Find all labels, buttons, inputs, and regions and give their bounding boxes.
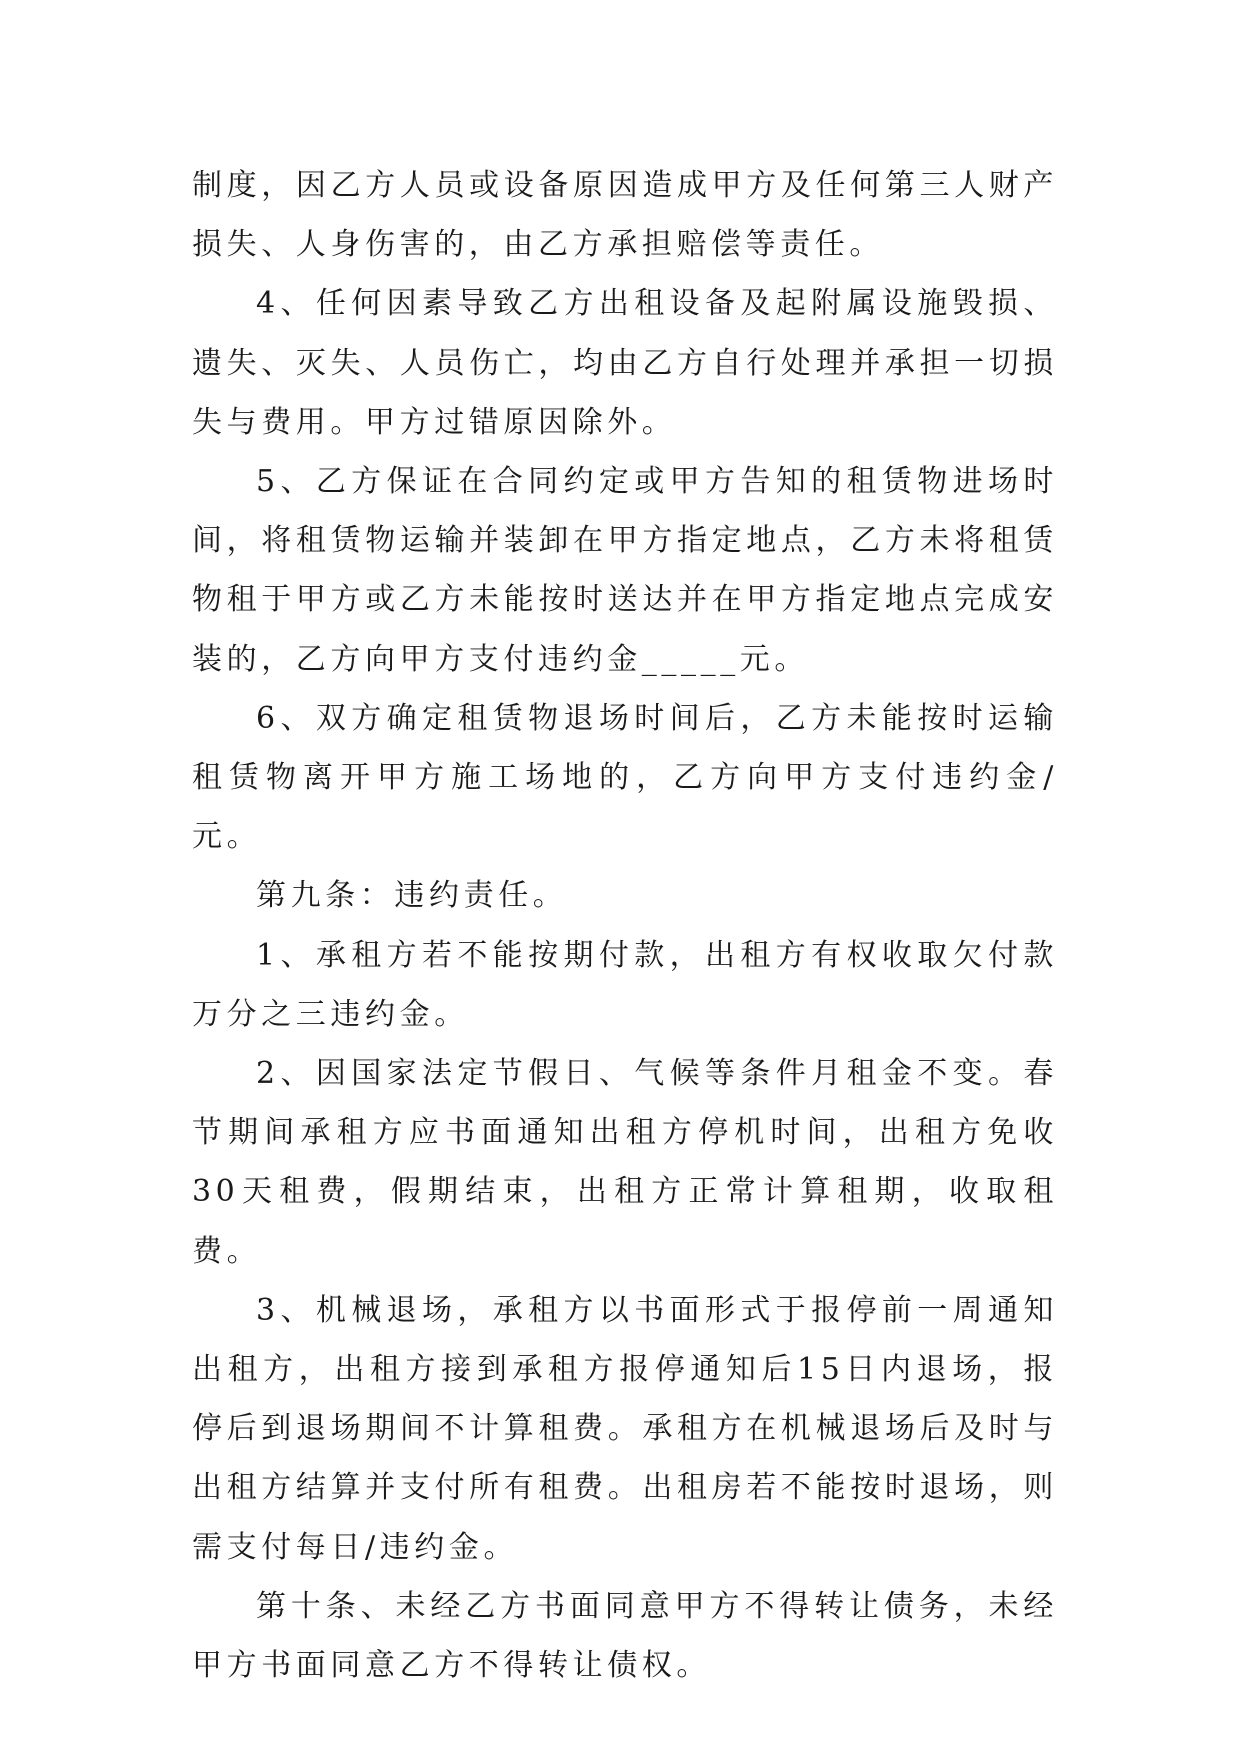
paragraph-continuation: 制度，因乙方人员或设备原因造成甲方及任何第三人财产损失、人身伤害的，由乙方承担赔偿等责任。: [192, 168, 1058, 263]
paragraph-article-10: 第十条、未经乙方书面同意甲方不得转让债务，未经甲方书面同意乙方不得转让债权。: [192, 1588, 1058, 1684]
paragraph-clause-6: 6、双方确定租赁物退场时间后，乙方未能按时运输租赁物离开甲方施工场地的，乙方向甲方支付违约金/元。: [192, 700, 1058, 855]
paragraph-clause-4: 4、任何因素导致乙方出租设备及起附属设施毁损、遗失、灭失、人员伤亡，均由乙方自行处理并承担一切损失与费用。甲方过错原因除外。: [192, 286, 1058, 440]
paragraph-article-9-item-2: 2、因国家法定节假日、气候等条件月租金不变。春节期间承租方应书面通知出租方停机时间，出租方免收30天租费，假期结束，出租方正常计算租期，收取租费。: [192, 1056, 1058, 1269]
document-body: [192, 156, 1058, 1695]
article-9-heading: 第九条：违约责任。: [256, 878, 568, 914]
paragraph-clause-5: 5、乙方保证在合同约定或甲方告知的租赁物进场时间，将租赁物运输并装卸在甲方指定地点，乙方未将租赁物租于甲方或乙方未能按时送达并在甲方指定地点完成安装的，乙方向甲方支付违约金_____元。: [192, 464, 1058, 677]
paragraph-article-9-item-1: 1、承租方若不能按期付款，出租方有权收取欠付款万分之三违约金。: [192, 937, 1058, 1032]
paragraph-article-9-item-3: 3、机械退场，承租方以书面形式于报停前一周通知出租方，出租方接到承租方报停通知后15日内退场，报停后到退场期间不计算租费。承租方在机械退场后及时与出租方结算并支付所有租费。出租房若不能按时退场，则需支付每日/违约金。: [192, 1292, 1058, 1565]
